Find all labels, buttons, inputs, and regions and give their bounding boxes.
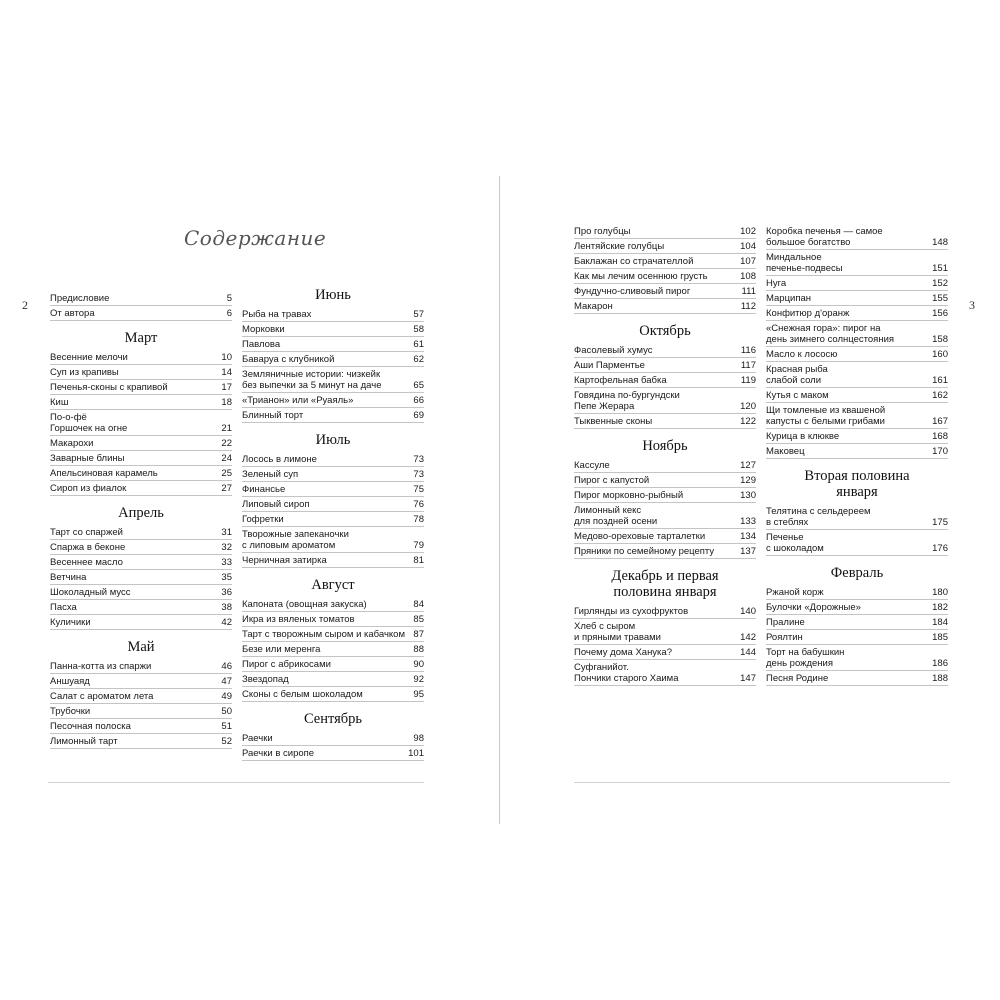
toc-entry-page: 38 (221, 602, 232, 613)
toc-entry-page: 182 (932, 602, 948, 613)
toc-entry-title: Куличики (50, 617, 91, 628)
toc-entry-page: 180 (932, 587, 948, 598)
toc-column-4 (766, 224, 948, 686)
toc-entry-page: 188 (932, 673, 948, 684)
toc-entry (574, 284, 756, 299)
toc-entry-title: Щи томленые из квашеной капусты с белыми грибами (766, 405, 886, 427)
toc-entry-page: 119 (740, 375, 756, 386)
toc-entry (766, 362, 948, 388)
toc-entry-page: 51 (221, 721, 232, 732)
toc-entry (242, 367, 424, 393)
toc-entry (766, 306, 948, 321)
toc-entry-title: Зеленый суп (242, 469, 299, 480)
toc-entry-title: Лимонный кекс для поздней осени (574, 505, 658, 527)
toc-entry (50, 540, 232, 555)
toc-entry (242, 597, 424, 612)
toc-entry-title: Гофретки (242, 514, 284, 525)
toc-entry (574, 458, 756, 473)
toc-entry-title: Баваруа с клубникой (242, 354, 335, 365)
toc-entry-title: Творожные запеканочки с липовым ароматом (242, 529, 349, 551)
toc-entry-page: 17 (221, 382, 232, 393)
toc-entry-title: Кассуле (574, 460, 610, 471)
toc-entry-title: «Трианон» или «Руаяль» (242, 395, 354, 406)
toc-entry-title: Торт на бабушкин день рождения (766, 647, 845, 669)
toc-entry (574, 239, 756, 254)
toc-entry (242, 393, 424, 408)
toc-entry (50, 481, 232, 496)
toc-entry-title: Пралине (766, 617, 805, 628)
section-heading: Июнь (315, 287, 351, 303)
bottom-rule-left (48, 782, 424, 783)
toc-entry-page: 170 (932, 446, 948, 457)
toc-entry-page: 102 (740, 226, 756, 237)
toc-entry-title: Шоколадный мусс (50, 587, 131, 598)
toc-entry-title: Тыквенные сконы (574, 416, 653, 427)
toc-entry-title: Роялтин (766, 632, 803, 643)
toc-entry (242, 672, 424, 687)
toc-entry-title: Телятина с сельдереем в стеблях (766, 506, 871, 528)
toc-entry-page: 186 (932, 658, 948, 669)
toc-entry-page: 168 (932, 431, 948, 442)
toc-entry-page: 116 (740, 345, 756, 356)
toc-column-1 (50, 291, 232, 749)
toc-entry (242, 731, 424, 746)
toc-entry (242, 408, 424, 423)
toc-entry-page: 66 (413, 395, 424, 406)
toc-column-3 (574, 224, 756, 686)
toc-entry (242, 642, 424, 657)
section-heading: Июль (315, 432, 351, 448)
toc-column-2 (242, 287, 424, 761)
toc-entry-page: 36 (221, 587, 232, 598)
toc-entry (766, 291, 948, 306)
toc-entry-page: 137 (740, 546, 756, 557)
toc-entry (50, 600, 232, 615)
toc-entry-page: 18 (221, 397, 232, 408)
toc-entry-page: 33 (221, 557, 232, 568)
toc-entry (50, 466, 232, 481)
toc-entry (50, 380, 232, 395)
toc-entry (766, 388, 948, 403)
toc-entry-page: 73 (413, 454, 424, 465)
toc-entry (574, 488, 756, 503)
toc-entry (242, 497, 424, 512)
toc-entry-title: Сконы с белым шоколадом (242, 689, 363, 700)
toc-entry-page: 101 (408, 748, 424, 759)
toc-entry-title: Песочная полоска (50, 721, 131, 732)
toc-entry-title: Лосось в лимоне (242, 454, 317, 465)
toc-entry-page: 47 (221, 676, 232, 687)
toc-entry-page: 87 (413, 629, 424, 640)
section-heading: Сентябрь (303, 711, 363, 727)
toc-entry-title: Раечки в сиропе (242, 748, 315, 759)
toc-entry-title: Медово-ореховые тарталетки (574, 531, 706, 542)
toc-entry-title: Пирог с абрикосами (242, 659, 331, 670)
toc-entry-page: 90 (413, 659, 424, 670)
toc-entry-title: Ржаной корж (766, 587, 824, 598)
toc-entry-title: Булочки «Дорожные» (766, 602, 861, 613)
toc-entry-title: Баклажан со страчателлой (574, 256, 694, 267)
toc-entry-page: 112 (740, 301, 756, 312)
toc-entry (50, 570, 232, 585)
toc-entry (766, 276, 948, 291)
toc-entry (50, 365, 232, 380)
toc-entry-page: 52 (221, 736, 232, 747)
toc-entry-page: 6 (226, 308, 232, 319)
toc-entry (50, 306, 232, 321)
toc-entry-title: Черничная затирка (242, 555, 327, 566)
toc-entry-title: Про голубцы (574, 226, 631, 237)
toc-entry (574, 529, 756, 544)
toc-entry (50, 555, 232, 570)
toc-entry-title: Павлова (242, 339, 281, 350)
toc-entry-page: 14 (221, 367, 232, 378)
toc-entry (766, 444, 948, 459)
toc-entry (574, 343, 756, 358)
toc-entry (574, 414, 756, 429)
toc-entry-page: 69 (413, 410, 424, 421)
section-heading: Май (127, 639, 155, 655)
toc-entry-title: Пирог морковно-рыбный (574, 490, 684, 501)
toc-entry (242, 337, 424, 352)
section-heading: Апрель (118, 505, 164, 521)
toc-entry-title: Коробка печенья — самое большое богатство (766, 226, 883, 248)
toc-entry (50, 410, 232, 436)
toc-entry-page: 21 (221, 423, 232, 434)
toc-entry-title: Печенья-сконы с крапивой (50, 382, 168, 393)
toc-entry-title: Кутья с маком (766, 390, 829, 401)
toc-entry (574, 619, 756, 645)
toc-entry (766, 530, 948, 556)
toc-entry-title: Икра из вяленых томатов (242, 614, 355, 625)
toc-entry-title: Лимонный тарт (50, 736, 118, 747)
toc-entry-page: 155 (932, 293, 948, 304)
toc-entry (574, 269, 756, 284)
toc-entry-page: 120 (740, 401, 756, 412)
toc-entry-page: 32 (221, 542, 232, 553)
toc-entry (242, 612, 424, 627)
toc-entry-title: Панна-котта из спаржи (50, 661, 152, 672)
toc-entry-page: 111 (741, 286, 756, 297)
toc-entry-page: 65 (413, 380, 424, 391)
toc-entry (766, 630, 948, 645)
toc-entry (242, 467, 424, 482)
book-spine (499, 176, 500, 824)
toc-entry-page: 35 (221, 572, 232, 583)
toc-entry (242, 307, 424, 322)
toc-entry-title: Нуга (766, 278, 787, 289)
bottom-rule-right (574, 782, 950, 783)
toc-entry (766, 403, 948, 429)
toc-entry-page: 95 (413, 689, 424, 700)
toc-entry (574, 358, 756, 373)
toc-entry-page: 57 (413, 309, 424, 320)
toc-entry-page: 117 (740, 360, 756, 371)
toc-entry-page: 167 (932, 416, 948, 427)
toc-entry (574, 388, 756, 414)
toc-entry (574, 373, 756, 388)
toc-entry (50, 451, 232, 466)
section-heading: Октябрь (639, 323, 691, 339)
toc-entry-page: 62 (413, 354, 424, 365)
toc-entry-page: 84 (413, 599, 424, 610)
toc-entry-title: Макарохи (50, 438, 94, 449)
toc-entry-page: 162 (932, 390, 948, 401)
toc-entry (242, 322, 424, 337)
toc-entry-title: Звездопад (242, 674, 289, 685)
toc-entry (50, 395, 232, 410)
toc-entry-page: 24 (221, 453, 232, 464)
toc-entry (574, 604, 756, 619)
toc-entry-title: Песня Родине (766, 673, 829, 684)
toc-entry-page: 25 (221, 468, 232, 479)
toc-entry-title: Как мы лечим осеннюю грусть (574, 271, 708, 282)
toc-entry-title: Весеннее масло (50, 557, 123, 568)
toc-entry-title: Раечки (242, 733, 273, 744)
toc-entry (574, 503, 756, 529)
toc-entry (766, 250, 948, 276)
toc-entry-title: Аши Парментье (574, 360, 645, 371)
section-heading: Февраль (830, 565, 884, 581)
toc-entry-page: 130 (740, 490, 756, 501)
toc-entry-title: Аншуаяд (50, 676, 90, 687)
toc-entry-title: Пирог с капустой (574, 475, 650, 486)
toc-entry-page: 92 (413, 674, 424, 685)
toc-entry-title: Лентяйские голубцы (574, 241, 665, 252)
toc-entry (574, 473, 756, 488)
toc-entry-page: 134 (740, 531, 756, 542)
toc-entry-page: 81 (413, 555, 424, 566)
toc-entry-page: 184 (932, 617, 948, 628)
toc-entry-title: Капоната (овощная закуска) (242, 599, 367, 610)
toc-entry-title: Апельсиновая карамель (50, 468, 158, 479)
toc-entry-page: 31 (221, 527, 232, 538)
toc-entry (50, 291, 232, 306)
toc-entry-title: Спаржа в беконе (50, 542, 126, 553)
toc-entry-page: 50 (221, 706, 232, 717)
section-heading: Вторая половина января (804, 468, 910, 500)
toc-entry-page: 88 (413, 644, 424, 655)
toc-entry-page: 133 (740, 516, 756, 527)
toc-entry-page: 107 (740, 256, 756, 267)
toc-entry-page: 98 (413, 733, 424, 744)
toc-entry (574, 299, 756, 314)
toc-entry (50, 704, 232, 719)
toc-entry (50, 525, 232, 540)
toc-entry-page: 22 (221, 438, 232, 449)
page-number-right: 3 (969, 298, 975, 312)
toc-entry-title: Пасха (50, 602, 77, 613)
toc-entry (574, 544, 756, 559)
toc-entry (50, 659, 232, 674)
toc-entry (242, 657, 424, 672)
toc-entry-page: 140 (740, 606, 756, 617)
toc-entry-page: 175 (932, 517, 948, 528)
toc-entry-title: Почему дома Ханука? (574, 647, 672, 658)
toc-entry-page: 108 (740, 271, 756, 282)
toc-entry (50, 734, 232, 749)
toc-entry-title: Говядина по-бургундски Пепе Жерара (574, 390, 680, 412)
section-heading: Декабрь и первая половина января (611, 568, 719, 600)
toc-entry (50, 585, 232, 600)
toc-entry-title: Блинный торт (242, 410, 304, 421)
toc-entry (242, 687, 424, 702)
toc-entry-title: Весенние мелочи (50, 352, 128, 363)
toc-entry-title: Земляничные истории: чизкейк без выпечки за 5 минут на даче (242, 369, 382, 391)
toc-entry-page: 147 (740, 673, 756, 684)
toc-entry-title: Фасолевый хумус (574, 345, 653, 356)
toc-entry-title: Конфитюр д'оранж (766, 308, 850, 319)
toc-entry-title: Тарт со спаржей (50, 527, 123, 538)
toc-entry-title: Макарон (574, 301, 613, 312)
toc-entry-title: Заварные блины (50, 453, 125, 464)
toc-entry (766, 224, 948, 250)
toc-entry-title: По-о-фё Горшочек на огне (50, 412, 128, 434)
toc-entry-page: 185 (932, 632, 948, 643)
toc-entry-title: Суп из крапивы (50, 367, 119, 378)
toc-entry (242, 512, 424, 527)
toc-entry-title: Морковки (242, 324, 285, 335)
toc-entry (50, 689, 232, 704)
toc-entry-title: Курица в клюкве (766, 431, 840, 442)
toc-entry-title: Трубочки (50, 706, 91, 717)
toc-entry-title: Гирлянды из сухофруктов (574, 606, 689, 617)
toc-entry (766, 615, 948, 630)
toc-entry (242, 553, 424, 568)
toc-entry-page: 42 (221, 617, 232, 628)
toc-entry-title: Масло к лососю (766, 349, 838, 360)
toc-entry-title: Печенье с шоколадом (766, 532, 824, 554)
toc-entry (242, 482, 424, 497)
toc-entry (242, 627, 424, 642)
toc-entry (50, 436, 232, 451)
toc-entry-page: 161 (932, 375, 948, 386)
toc-entry (50, 719, 232, 734)
toc-entry-page: 27 (221, 483, 232, 494)
toc-entry-page: 61 (413, 339, 424, 350)
toc-entry-page: 151 (932, 263, 948, 274)
section-heading: Март (124, 330, 158, 346)
toc-entry-title: «Снежная гора»: пирог на день зимнего солнцестояния (766, 323, 895, 345)
toc-entry (242, 527, 424, 553)
toc-entry (242, 746, 424, 761)
toc-entry-page: 10 (221, 352, 232, 363)
toc-entry-page: 104 (740, 241, 756, 252)
toc-entry (766, 429, 948, 444)
toc-entry (766, 347, 948, 362)
toc-entry-title: От автора (50, 308, 95, 319)
toc-entry-page: 176 (932, 543, 948, 554)
toc-entry (766, 671, 948, 686)
page-number-left: 2 (22, 298, 28, 312)
toc-entry (766, 600, 948, 615)
toc-entry (574, 254, 756, 269)
toc-entry-title: Картофельная бабка (574, 375, 667, 386)
toc-entry-page: 85 (413, 614, 424, 625)
toc-entry-page: 148 (932, 237, 948, 248)
toc-entry-title: Ветчина (50, 572, 87, 583)
toc-entry-page: 76 (413, 499, 424, 510)
toc-entry-page: 46 (221, 661, 232, 672)
toc-entry-title: Липовый сироп (242, 499, 310, 510)
toc-entry-page: 79 (413, 540, 424, 551)
section-heading: Август (311, 577, 355, 593)
toc-entry-title: Хлеб с сыром и пряными травами (574, 621, 661, 643)
toc-entry (574, 224, 756, 239)
toc-entry (50, 350, 232, 365)
toc-entry-page: 160 (932, 349, 948, 360)
toc-entry (50, 615, 232, 630)
section-heading: Ноябрь (642, 438, 688, 454)
toc-entry-page: 144 (740, 647, 756, 658)
toc-entry-title: Рыба на травах (242, 309, 312, 320)
toc-entry-page: 156 (932, 308, 948, 319)
toc-entry-page: 129 (740, 475, 756, 486)
toc-entry-title: Миндальное печенье-подвесы (766, 252, 843, 274)
toc-entry-title: Безе или меренга (242, 644, 321, 655)
toc-entry (574, 660, 756, 686)
toc-entry-page: 122 (740, 416, 756, 427)
toc-entry-title: Сироп из фиалок (50, 483, 127, 494)
toc-entry (50, 674, 232, 689)
toc-entry (766, 645, 948, 671)
toc-entry-title: Маковец (766, 446, 805, 457)
toc-entry-title: Фундучно-сливовый пирог (574, 286, 691, 297)
toc-entry-title: Киш (50, 397, 69, 408)
toc-title: Содержание (184, 226, 327, 250)
toc-entry-page: 152 (932, 278, 948, 289)
toc-entry-title: Пряники по семейному рецепту (574, 546, 715, 557)
toc-entry-title: Предисловие (50, 293, 110, 304)
toc-entry-page: 49 (221, 691, 232, 702)
toc-entry-page: 158 (932, 334, 948, 345)
toc-entry-page: 127 (740, 460, 756, 471)
toc-entry-page: 142 (740, 632, 756, 643)
toc-entry (766, 585, 948, 600)
toc-entry-title: Тарт с творожным сыром и кабачком (242, 629, 405, 640)
toc-entry (766, 321, 948, 347)
toc-entry-page: 75 (413, 484, 424, 495)
toc-entry (242, 452, 424, 467)
toc-entry-title: Суфганийот. Пончики старого Хаима (574, 662, 679, 684)
toc-entry-page: 58 (413, 324, 424, 335)
toc-entry-title: Марципан (766, 293, 812, 304)
toc-entry-page: 73 (413, 469, 424, 480)
toc-entry-title: Салат с ароматом лета (50, 691, 154, 702)
toc-entry (574, 645, 756, 660)
toc-entry-page: 78 (413, 514, 424, 525)
toc-entry-title: Финансье (242, 484, 286, 495)
toc-entry (766, 504, 948, 530)
toc-entry (242, 352, 424, 367)
toc-entry-title: Красная рыба слабой соли (766, 364, 828, 386)
toc-entry-page: 5 (226, 293, 232, 304)
